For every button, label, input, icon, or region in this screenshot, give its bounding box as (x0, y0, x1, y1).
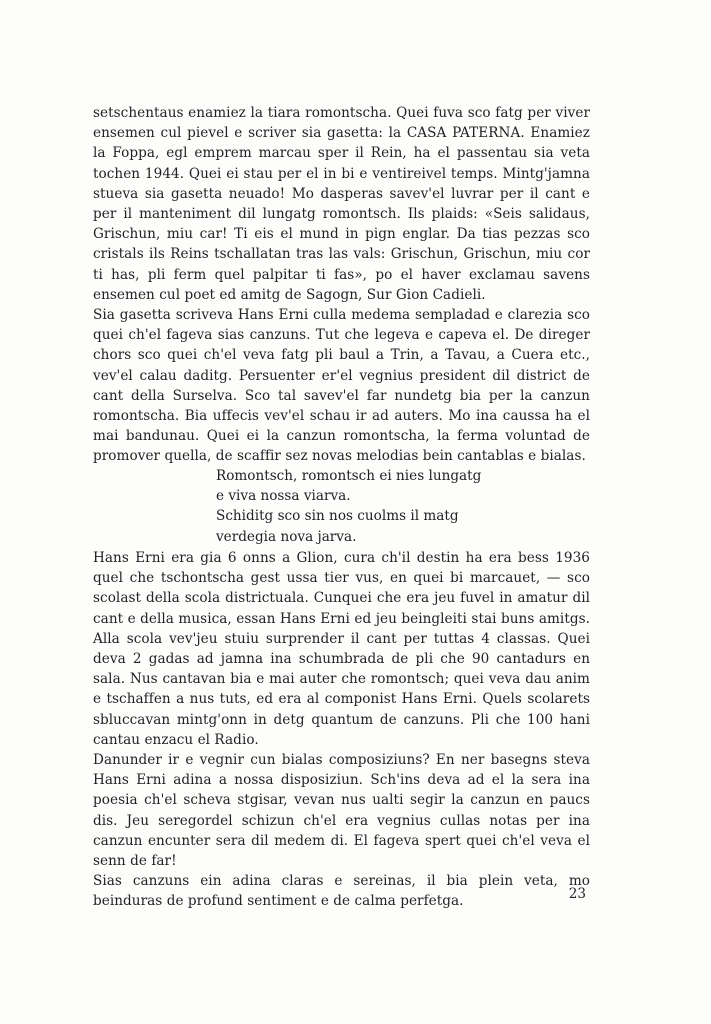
body-section-2 (93, 548, 590, 912)
poem-line-1: Romontsch, romontsch ei nies lungatg (216, 468, 482, 484)
poem-line-2: e viva nossa viarva. (216, 488, 351, 505)
paragraph-3: Hans Erni era gia 6 onns a Glion, cura ch'il destin ha era bess 1936 quel che tschontscha gest ussa tier vus, en quei bi marcauet, — sco scolast della scola districtuala. Cunquei che era jeu fuvel in amatur dil cant e della musica, essan Hans Erni ed jeu beingleiti stai buns amitgs. Alla scola vev'jeu stuiu surprender il cant per tuttas 4 classas. Quei deva 2 gadas ad jamna ina schumbrada de pli che 90 cantadurs en sala. Nus cantavan bia e mai auter che romontsch; quei veva dau anim e tschaffen a nus tuts, ed era al componist Hans Erni. Quels scolarets sbluccavan mintg'onn in detg quantum de canzuns. Pli che 100 hani cantau enzacu el Radio. (93, 550, 590, 748)
paragraph-2: Sia gasetta scriveva Hans Erni culla medema sempladad e clarezia sco quei ch'el fageva sias canzuns. Tut che legeva e capeva el. De direger chors sco quei ch'el veva fatg pli baul a Trin, a Tavau, a Cuera etc., vev'el calau daditg. Persuenter er'el vegnius president dil district de cant della Surselva. Sco tal savev'el far nundetg bia per la canzun romontscha. Bia uffecis vev'el schau ir ad auters. Mo ina caussa ha el mai bandunau. Quei ei la canzun romontscha, la ferma voluntad de promover quella, de scaffir sez novas melodias bein cantablas e bialas. (93, 307, 590, 465)
poem-line-3: Schiditg sco sin nos cuolms il matg (216, 508, 459, 525)
poem-stanza (216, 466, 556, 547)
body-section-1 (93, 103, 590, 467)
poem-line-4: verdegia nova jarva. (216, 528, 357, 545)
paragraph-1: setschentaus enamiez la tiara romontscha. Quei fuva sco fatg per viver ensemen cul pievel e scriver sia gasetta: la CASA PATERNA. Enamiez la Foppa, egl emprem marcau sper il Rein, ha el passentau sia veta tochen 1944. Quei ei stau per el in bi e ventireivel temps. Mintg'jamna stueva sia gasetta neuado! Mo dasperas savev'el luvrar per il cant e per il manteniment dil lungatg romontsch. Ils plaids: «Seis salidaus, Grischun, miu car! Ti eis el mund in pign englar. Da tias pezzas sco cristals ils Reins tschallatan tras las vals: Grischun, Grischun, miu cor ti has, pli ferm quel palpitar ti fas», po el haver exclamau savens ensemen cul poet ed amitg de Sagogn, Sur Gion Cadieli. (93, 105, 590, 303)
page-number: 23 (568, 886, 586, 902)
paragraph-5: Sias canzuns ein adina claras e sereinas, il bia plein veta, mo beinduras de profund sentiment e de calma perfetga. (93, 873, 590, 910)
paragraph-4: Danunder ir e vegnir cun bialas composiziuns? En ner basegns steva Hans Erni adina a nossa disposiziun. Sch'ins deva ad el la sera ina poesia ch'el scheva stgisar, vevan nus ualti segir la canzun en paucs dis. Jeu seregordel schizun ch'el era vegnius cullas notas per ina canzun encunter sera dil medem di. El fageva spert quei ch'el veva el senn de far! (93, 752, 590, 870)
